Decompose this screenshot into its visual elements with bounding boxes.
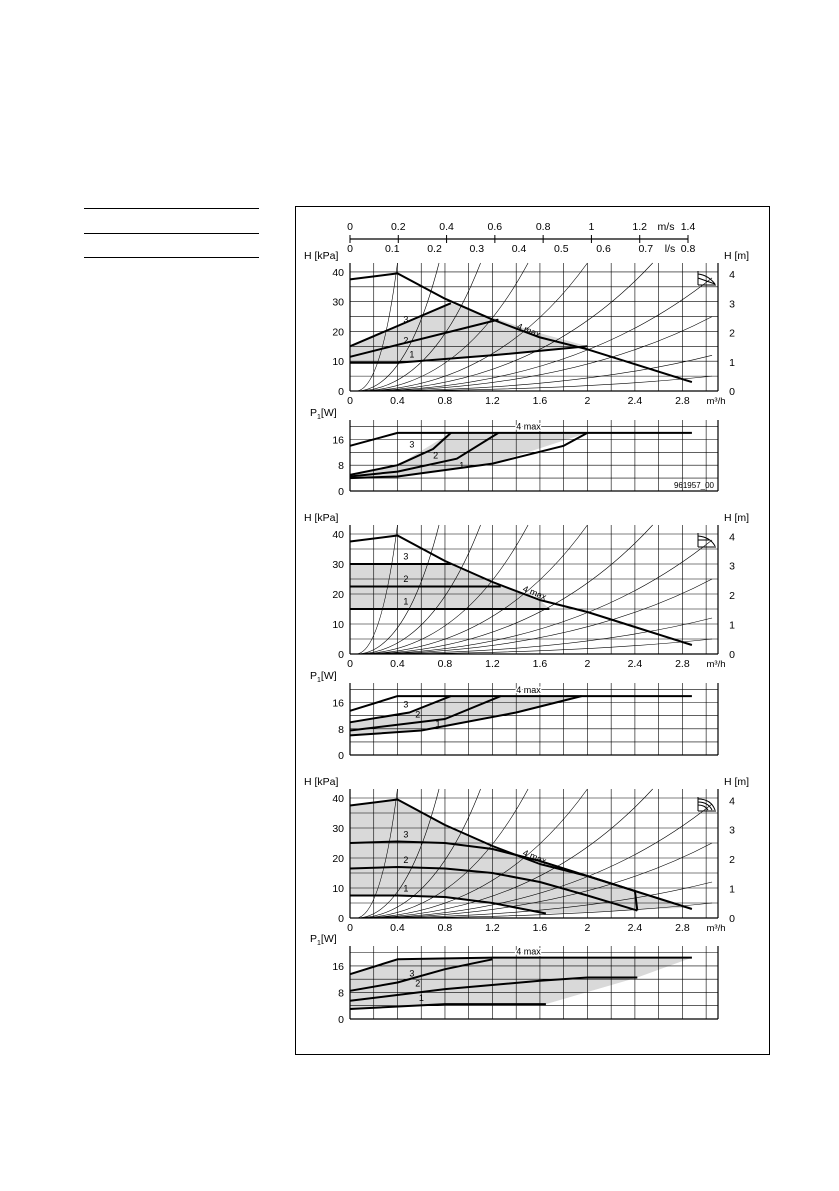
power-axis-label: $P_1[W]$ xyxy=(310,670,337,684)
head-m-tick-label: 3 xyxy=(729,824,735,837)
flow-tick-label: 2 xyxy=(584,922,591,934)
power-axis-label: $P_1[W]$ xyxy=(310,933,337,947)
velocity-unit: m/s xyxy=(657,221,675,233)
head-m-tick-label: 1 xyxy=(729,883,735,896)
head-tick-label: 10 xyxy=(332,619,344,631)
flow-ls-tick-label: 0.4 xyxy=(511,243,527,255)
velocity-tick-label: 0.4 xyxy=(439,221,454,233)
flow-tick-label: 0.8 xyxy=(437,395,453,407)
power-tick-label: 16 xyxy=(332,960,344,973)
head-m-axis-label: H [m] xyxy=(724,512,750,524)
flow-tick-label: 1.6 xyxy=(532,922,548,934)
flow-ls-unit: l/s xyxy=(664,243,676,255)
head-label-4max: 4 max xyxy=(521,847,548,867)
flow-tick-label: 0 xyxy=(347,922,353,934)
head-label-4max: 4 max xyxy=(515,321,542,340)
head-tick-label: 0 xyxy=(338,649,344,661)
flow-tick-label: 1.2 xyxy=(485,395,500,407)
power-tick-label: 8 xyxy=(338,460,344,473)
flow-tick-label: 0 xyxy=(347,658,353,670)
flow-tick-label: 0.4 xyxy=(390,658,405,670)
power-tick-label: 16 xyxy=(332,697,344,710)
velocity-tick-label: 0.2 xyxy=(390,221,406,233)
flow-unit: m³/h xyxy=(706,396,726,407)
head-m-tick-label: 0 xyxy=(729,649,735,661)
flow-ls-tick-label: 0 xyxy=(347,243,353,255)
power-tick-label: 16 xyxy=(332,434,344,447)
power-axis-label: $P_1[W]$ xyxy=(310,407,337,421)
power-label-1: 1 xyxy=(435,719,441,730)
chart-frame xyxy=(295,206,770,1055)
header-rule-3 xyxy=(84,257,259,258)
power-tick-label: 8 xyxy=(338,723,344,736)
head-axis-label: H [kPa] xyxy=(304,512,339,524)
head-m-tick-label: 0 xyxy=(729,913,735,925)
velocity-tick-label: 0.8 xyxy=(535,221,551,233)
flow-tick-label: 2.8 xyxy=(675,922,690,934)
head-tick-label: 40 xyxy=(332,266,344,279)
head-label-2: 2 xyxy=(403,335,409,346)
head-m-tick-label: 3 xyxy=(729,560,735,573)
head-axis-label: H [kPa] xyxy=(304,776,339,788)
head-tick-label: 30 xyxy=(332,823,344,835)
velocity-tick-label: 0.6 xyxy=(487,221,503,233)
flow-ls-tick-label: 0.6 xyxy=(596,243,611,255)
flow-tick-label: 1.2 xyxy=(485,922,500,934)
head-tick-label: 30 xyxy=(332,559,344,571)
power-label-2: 2 xyxy=(415,709,421,720)
head-label-4max: 4 max xyxy=(521,583,548,603)
head-m-tick-label: 3 xyxy=(729,298,735,311)
head-label-2: 2 xyxy=(403,855,409,866)
head-label-1: 1 xyxy=(403,596,409,607)
head-tick-label: 20 xyxy=(332,326,344,339)
power-label-2: 2 xyxy=(433,450,439,461)
head-tick-label: 20 xyxy=(332,589,344,601)
power-tick-label: 0 xyxy=(338,750,344,762)
head-label-3: 3 xyxy=(403,829,409,840)
flow-tick-label: 0 xyxy=(347,395,353,407)
power-label-1: 1 xyxy=(459,460,465,471)
flow-ls-tick-label: 0.8 xyxy=(680,243,696,255)
power-label-4max: 4 max xyxy=(516,946,541,957)
mode-icon-curve xyxy=(698,805,708,810)
velocity-tick-label: 1 xyxy=(588,221,595,233)
power-label-4max: 4 max xyxy=(516,684,541,695)
power-label-3: 3 xyxy=(403,699,409,710)
flow-ls-tick-label: 0.3 xyxy=(469,243,485,255)
head-m-tick-label: 4 xyxy=(729,531,735,544)
head-label-2: 2 xyxy=(403,574,409,584)
pump-performance-chart xyxy=(296,207,771,1056)
flow-ls-tick-label: 0.2 xyxy=(427,243,442,255)
head-m-tick-label: 1 xyxy=(729,356,735,369)
head-m-tick-label: 0 xyxy=(729,386,735,398)
power-label-3: 3 xyxy=(409,439,415,450)
flow-tick-label: 0.8 xyxy=(437,922,453,934)
head-m-axis-label: H [m] xyxy=(724,250,750,262)
power-label-2: 2 xyxy=(415,978,421,989)
header-rule-2 xyxy=(84,233,259,234)
flow-tick-label: 2.8 xyxy=(675,395,690,407)
power-label-4max: 4 max xyxy=(516,421,541,432)
mode-icon xyxy=(698,797,716,811)
system-curve xyxy=(356,263,398,391)
power-label-1: 1 xyxy=(418,992,424,1003)
flow-tick-label: 2.4 xyxy=(627,395,643,407)
velocity-tick-label: 0 xyxy=(347,221,353,233)
head-tick-label: 30 xyxy=(332,296,344,309)
head-m-tick-label: 2 xyxy=(729,590,735,603)
flow-tick-label: 1.6 xyxy=(532,395,548,407)
head-label-3: 3 xyxy=(403,551,409,562)
flow-tick-label: 0.4 xyxy=(390,395,405,407)
head-m-tick-label: 4 xyxy=(729,269,735,282)
head-m-tick-label: 2 xyxy=(729,854,735,867)
head-label-1: 1 xyxy=(409,349,415,360)
power-tick-label: 0 xyxy=(338,486,344,498)
flow-ls-tick-label: 0.7 xyxy=(638,243,654,255)
head-tick-label: 0 xyxy=(338,913,344,925)
flow-ls-tick-label: 0.1 xyxy=(384,243,400,255)
head-tick-label: 10 xyxy=(332,883,344,895)
flow-tick-label: 2.4 xyxy=(627,922,643,934)
flow-tick-label: 2 xyxy=(584,658,591,670)
flow-tick-label: 2.8 xyxy=(675,658,690,670)
velocity-tick-label: 1.2 xyxy=(632,221,648,233)
head-m-tick-label: 1 xyxy=(729,619,735,632)
flow-unit: m³/h xyxy=(706,659,726,670)
velocity-tick-label: 1.4 xyxy=(680,221,696,233)
head-m-tick-label: 2 xyxy=(729,327,735,340)
head-axis-label: H [kPa] xyxy=(304,250,339,262)
flow-tick-label: 1.2 xyxy=(485,658,500,670)
head-m-axis-label: H [m] xyxy=(724,776,750,788)
head-tick-label: 40 xyxy=(332,793,344,805)
flow-ls-tick-label: 0.5 xyxy=(553,243,569,255)
head-tick-label: 10 xyxy=(332,356,344,369)
mode-icon xyxy=(698,271,716,285)
flow-tick-label: 1.6 xyxy=(532,658,548,670)
flow-tick-label: 0.4 xyxy=(390,922,405,934)
figure-code: 961957_00 xyxy=(673,481,714,490)
header-rule-1 xyxy=(84,208,259,209)
mode-icon xyxy=(698,533,716,547)
flow-unit: m³/h xyxy=(706,923,726,934)
head-label-3: 3 xyxy=(403,314,409,325)
flow-tick-label: 2.4 xyxy=(627,658,643,670)
power-tick-label: 8 xyxy=(338,987,344,1000)
flow-tick-label: 2 xyxy=(584,395,591,407)
head-tick-label: 20 xyxy=(332,853,344,865)
power-label-3: 3 xyxy=(409,968,415,979)
head-m-tick-label: 4 xyxy=(729,795,735,808)
head-tick-label: 40 xyxy=(332,529,344,541)
head-tick-label: 0 xyxy=(338,386,344,398)
flow-tick-label: 0.8 xyxy=(437,658,453,670)
power-tick-label: 0 xyxy=(338,1014,344,1026)
head-label-1: 1 xyxy=(403,883,409,894)
